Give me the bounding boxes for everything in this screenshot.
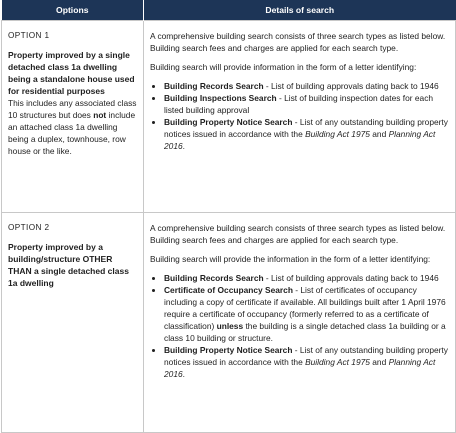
option-1-cell: [2, 21, 144, 213]
table-row-option-1: [2, 21, 456, 213]
option-2-letter-text: Building search will provide the information in the form of a letter identifying:: [150, 254, 431, 264]
option-2-intro: A comprehensive building search consists of three search types as listed below. Building search fees and charges are applied for each search type.: [150, 223, 446, 245]
option-2-label: OPTION 2: [8, 223, 50, 232]
list-item: • Certificate of Occupancy Search - List of certificates of occupancy including a copy of certificate if available. All buildings built after 1 April 1976 require a certificate of occupancy (formerly referred to as a certificate of classification) unless the building is a single detached class 1a building or a class 10 building or structure.: [164, 284, 449, 344]
option-2-cell: [2, 213, 144, 433]
list-item: • Building Records Search - List of building approvals dating back to 1946: [164, 80, 449, 92]
header-options: Options: [2, 0, 144, 21]
list-item: • Building Property Notice Search - List of any outstanding building property notices issued in accordance with the Building Act 1975 and Planning Act 2016.: [164, 344, 449, 380]
option-1-letter-text: Building search will provide information in the form of a letter identifying:: [150, 62, 417, 72]
list-item: • Building Inspections Search - List of building inspection dates for each listed building approval: [164, 92, 449, 116]
option-1-search-list: [150, 80, 449, 152]
option-1-note: This includes any associated class 10 structures but does not include an attached class 1a dwelling being a duplex, townhouse, row house or the like.: [8, 98, 137, 156]
option-1-details: [144, 21, 456, 213]
table-row-option-2: [2, 213, 456, 433]
header-details-of-search: Details of search: [144, 0, 456, 21]
option-2-details: [144, 213, 456, 433]
list-item: • Building Records Search - List of building approvals dating back to 1946: [164, 272, 449, 284]
option-2-search-list: [150, 272, 449, 380]
table-header-row: [2, 0, 456, 21]
search-options-table: [1, 0, 456, 433]
list-item: • Building Property Notice Search - List of any outstanding building property notices issued in accordance with the Building Act 1975 and Planning Act 2016.: [164, 116, 449, 152]
option-1-label: OPTION 1: [8, 31, 50, 40]
option-1-title: Property improved by a single detached class 1a dwelling being a standalone house used for residential purposes: [8, 50, 135, 96]
option-1-intro: A comprehensive building search consists of three search types as listed below. Building search fees and charges are applied for each search type.: [150, 31, 446, 53]
option-2-title: Property improved by a building/structure OTHER THAN a single detached class 1a dwelling: [8, 242, 129, 288]
